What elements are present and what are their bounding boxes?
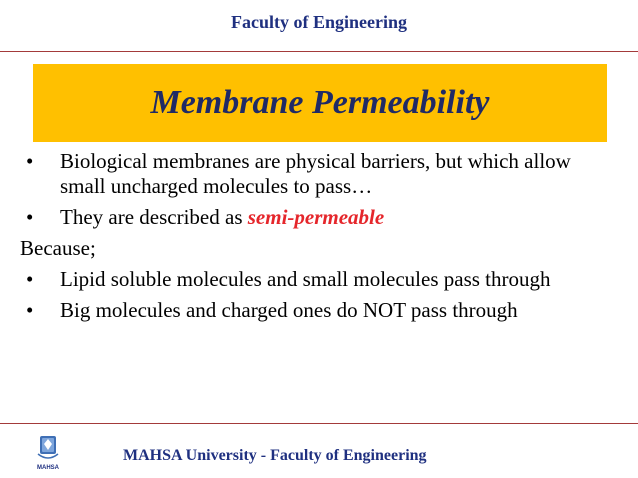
bullet-text: Big molecules and charged ones do NOT pass through [60,298,518,322]
bullet-icon: • [26,149,34,173]
header-title: Faculty of Engineering [231,12,407,32]
university-logo-icon [33,432,63,474]
bullet-text: They are described as [60,205,248,229]
footer-text: MAHSA University - Faculty of Engineering [123,447,427,464]
bullet-item [20,267,620,292]
bullet-item [20,298,620,323]
bullet-icon: • [26,298,34,322]
logo-label: MAHSA [37,465,59,471]
bullet-text: Biological membranes are physical barriers, but which allow small uncharged molecules to pass… [60,149,571,198]
header-divider [0,51,638,52]
emphasis-text: semi-permeable [247,205,385,229]
bullet-icon: • [26,205,34,229]
bullet-item [20,205,620,230]
bullet-item [20,149,620,199]
bullet-text: Lipid soluble molecules and small molecules pass through [60,267,551,291]
footer-divider [0,423,638,424]
bullet-icon: • [26,267,34,291]
because-label: Because; [20,236,96,260]
slide-content [20,149,620,329]
slide-title: Membrane Permeability [150,84,490,121]
